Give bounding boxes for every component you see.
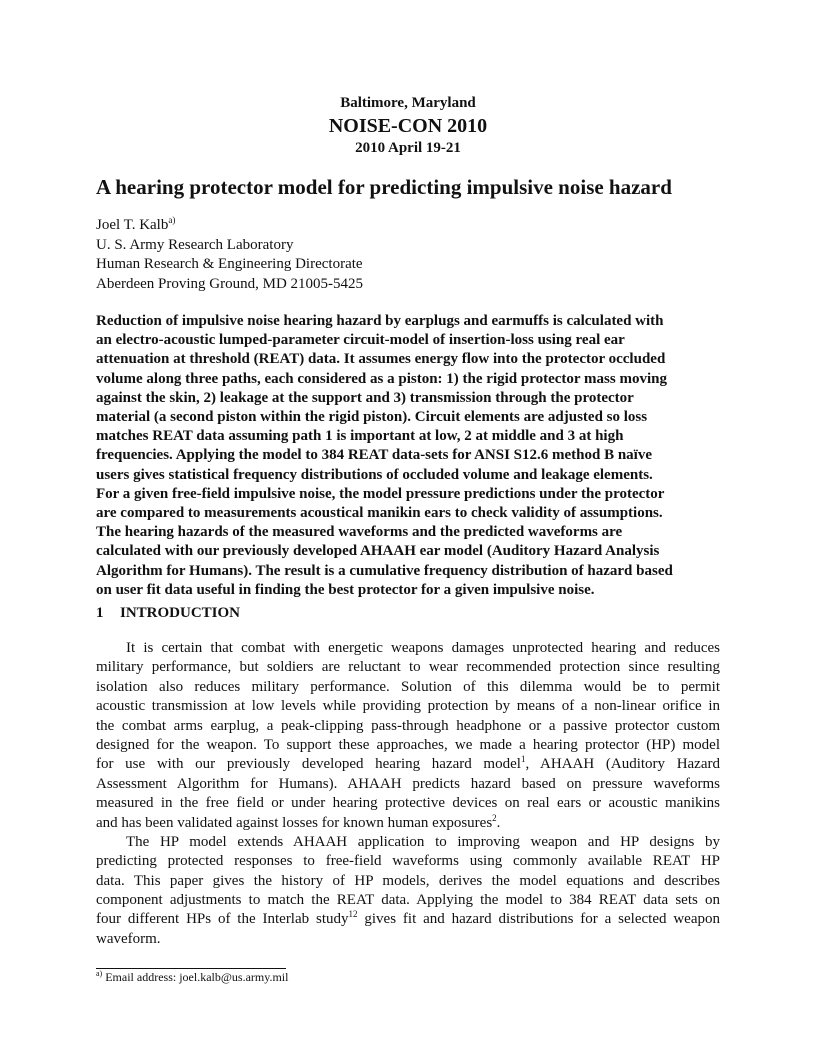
conference-date: 2010 April 19-21 <box>355 140 461 156</box>
abstract-line: material (a second piston within the rigid piston). Circuit elements are adjusted so loss <box>96 409 648 426</box>
body-text: , AHAAH (Auditory Hazard <box>525 756 720 773</box>
author-block <box>96 216 363 294</box>
abstract-line: attenuation at threshold (REAT) data. It assumes energy flow into the protector occluded <box>96 351 666 368</box>
body-line: waveform. <box>96 930 161 947</box>
body-line: Assessment Algorithm for Humans). AHAAH predicts hazard based on pressure waveforms <box>96 775 720 792</box>
abstract <box>96 312 720 600</box>
body-line: measured in the free field or under hearing protective devices on real ears or acoustic manikins <box>96 795 720 812</box>
conference-name: NOISE-CON 2010 <box>328 115 488 137</box>
abstract-line: frequencies. Applying the model to 384 REAT data-sets for ANSI S12.6 method B naïve <box>96 447 653 464</box>
footnote-marker: a) <box>96 969 103 978</box>
abstract-line: volume along three paths, each considered as a piston: 1) the rigid protector mass moving <box>96 370 667 387</box>
body-text: gives fit and hazard distributions for a selected weapon <box>357 911 720 928</box>
body-line: component adjustments to match the REAT data. Applying the model to 384 REAT data sets on <box>96 892 720 909</box>
introduction-body <box>96 639 720 949</box>
section-title: INTRODUCTION <box>120 605 241 621</box>
reference-marker: 2 <box>492 812 497 823</box>
footnote-text: Email address: joel.kalb@us.army.mil <box>102 970 289 984</box>
abstract-line: Algorithm for Humans). The result is a cumulative frequency distribution of hazard based <box>96 562 673 579</box>
affiliation-line: U. S. Army Research Laboratory <box>96 236 294 253</box>
paper-title: A hearing protector model for predicting impulsive noise hazard <box>96 175 672 199</box>
body-text: . <box>496 814 501 831</box>
reference-marker: 12 <box>348 909 358 920</box>
abstract-line: are compared to measurements acoustical manikin ears to check validity of assumptions. <box>96 505 663 522</box>
abstract-line: an electro-acoustic lumped-parameter circuit-model of insertion-loss using real ear <box>96 332 625 349</box>
body-line: data. This paper gives the history of HP models, derives the model equations and describes <box>96 872 720 889</box>
section-number: 1 <box>96 605 104 621</box>
section-heading <box>96 605 240 622</box>
conference-location: Baltimore, Maryland <box>340 95 476 111</box>
abstract-line: The hearing hazards of the measured waveforms and the predicted waveforms are <box>96 524 623 541</box>
footnote-divider <box>96 968 286 969</box>
abstract-line: calculated with our previously developed AHAAH ear model (Auditory Hazard Analysis <box>96 543 660 560</box>
body-line: The HP model extends AHAAH application to improving weapon and HP designs by <box>126 833 720 850</box>
abstract-line: For a given free-field impulsive noise, the model pressure predictions under the protector <box>96 485 665 502</box>
abstract-line: on user fit data useful in finding the best protector for a given impulsive noise. <box>96 581 595 598</box>
body-text: four different HPs of the Interlab study <box>96 911 349 928</box>
abstract-line: matches REAT data assuming path 1 is important at low, 2 at middle and 3 at high <box>96 428 624 445</box>
body-line: military performance, but soldiers are reluctant to wear recommended protection since resulting <box>96 659 720 676</box>
body-text: for use with our previously developed hearing hazard model <box>96 756 521 773</box>
body-line: It is certain that combat with energetic weapons damages unprotected hearing and reduces <box>126 640 720 656</box>
body-line: the combat arms earplug, a peak-clipping pass-through headphone or a passive protector custom <box>96 717 720 734</box>
body-line <box>96 814 720 833</box>
author-name-line <box>96 216 363 236</box>
abstract-line: Reduction of impulsive noise hearing hazard by earplugs and earmuffs is calculated with <box>96 313 664 329</box>
body-text: and has been validated against losses for known human exposures <box>96 814 493 831</box>
body-line: isolation also reduces military performance. Solution of this dilemma would be to permit <box>96 678 720 695</box>
affiliation-line: Aberdeen Proving Ground, MD 21005-5425 <box>96 275 364 292</box>
body-line: acoustic transmission at low levels while providing protection by means of a non-linear orifice in <box>96 698 720 715</box>
body-line <box>96 910 720 929</box>
author-footnote-marker: a) <box>168 215 176 225</box>
body-line <box>96 755 720 774</box>
affiliation-line: Human Research & Engineering Directorate <box>96 256 363 272</box>
author-name: Joel T. Kalb <box>96 217 169 233</box>
body-line: predicting protected responses to free-field waveforms using commonly available REAT HP <box>96 853 720 870</box>
body-line: designed for the weapon. To support these approaches, we made a hearing protector (HP) model <box>96 736 720 753</box>
reference-marker: 1 <box>520 754 526 765</box>
abstract-line: users gives statistical frequency distributions of occluded volume and leakage elements. <box>96 466 653 483</box>
footnote <box>96 970 288 985</box>
abstract-line: against the skin, 2) leakage at the support and 3) transmission through the protector <box>96 389 634 406</box>
